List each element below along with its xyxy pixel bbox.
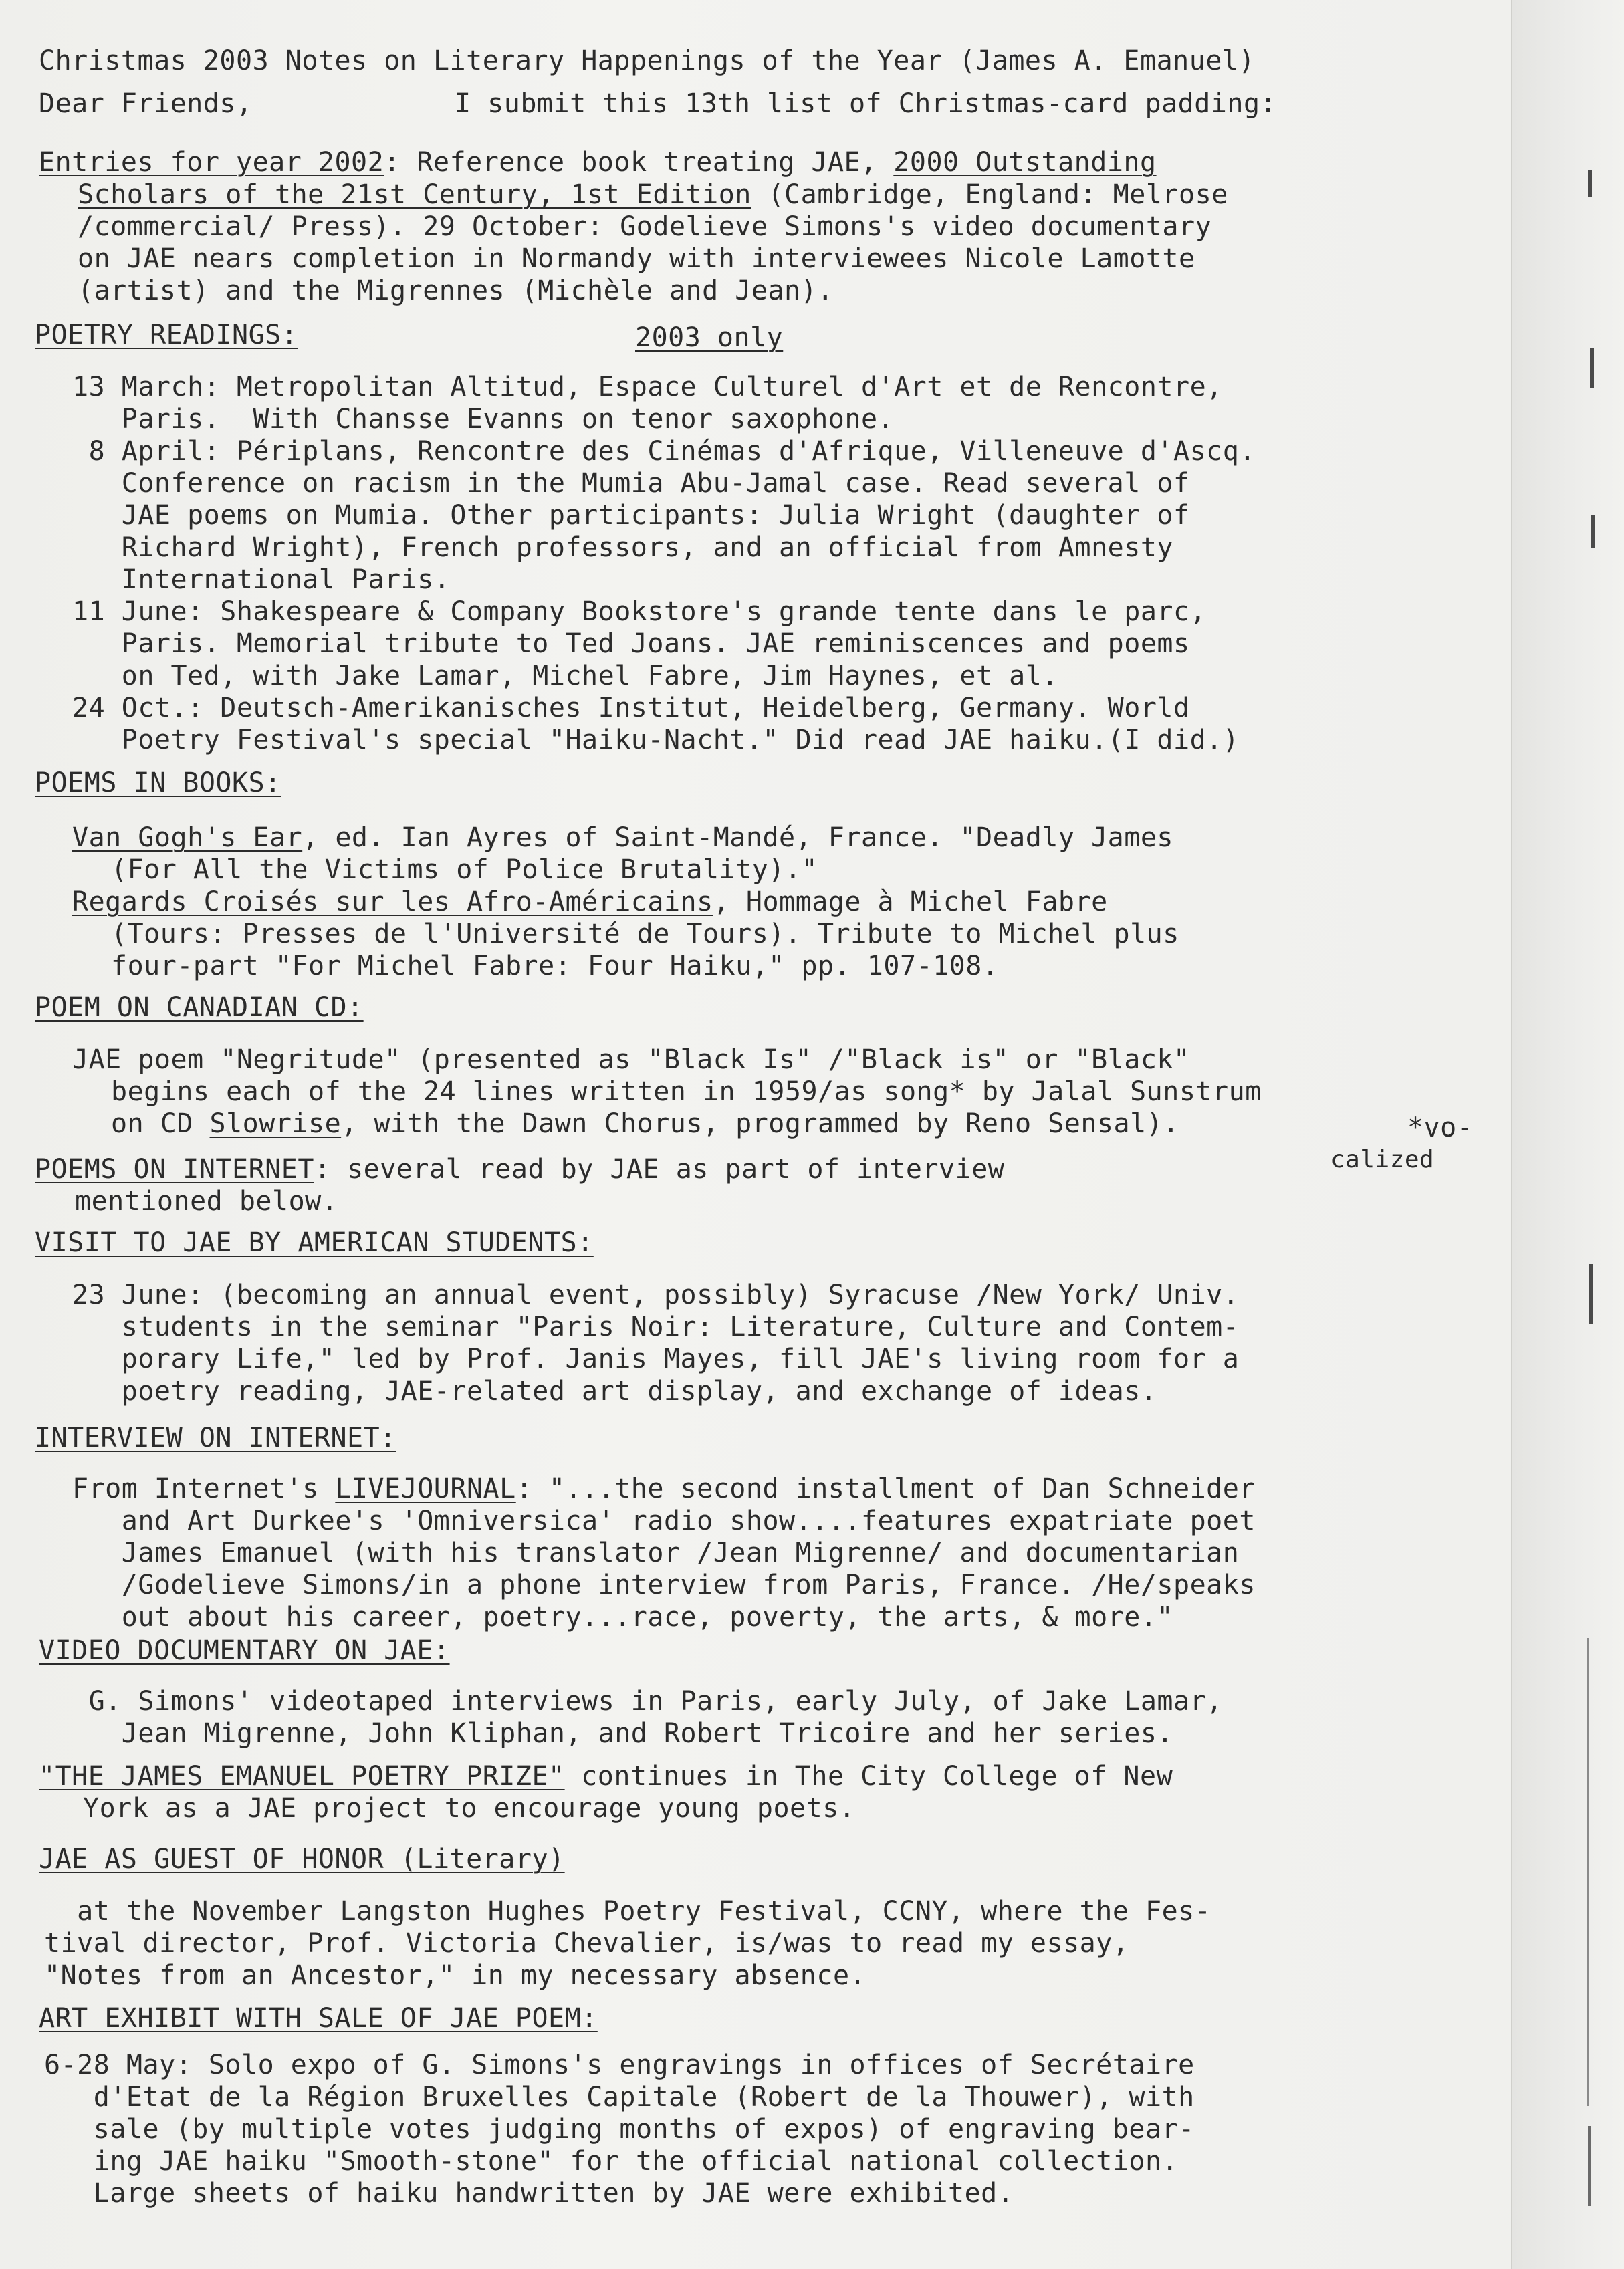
entries-2002-label: Entries for year 2002 <box>39 147 384 178</box>
book-title-part-1: 2000 Outstanding <box>893 147 1157 178</box>
list-item: sale (by multiple votes judging months of expos) of engraving bear- <box>44 2114 1195 2145</box>
margin-mark <box>1590 348 1594 388</box>
book-entry-2-line-2: (Tours: Presses de l'Université de Tours). Tribute to Michel plus <box>111 919 1179 949</box>
prize-line-2: York as a JAE project to encourage young poets. <box>83 1793 856 1824</box>
entries-2002-line-2: Scholars of the 21st Century, 1st Edition (Cambridge, England: Melrose <box>78 179 1228 210</box>
list-item: 13 March: Metropolitan Altitud, Espace Culturel d'Art et de Rencontre, <box>72 372 1223 402</box>
canadian-cd-line-3: on CD Slowrise, with the Dawn Chorus, programmed by Reno Sensal). <box>111 1108 1179 1139</box>
visit-heading: VISIT TO JAE BY AMERICAN STUDENTS: <box>35 1227 594 1258</box>
book-entry-1: Van Gogh's Ear, ed. Ian Ayres of Saint-Mandé, France. "Deadly James <box>72 822 1174 853</box>
poetry-readings-subheading: 2003 only <box>635 322 784 353</box>
entries-2002-line-5: (artist) and the Migrennes (Michèle and Jean). <box>78 275 834 306</box>
list-item: International Paris. <box>72 564 451 595</box>
book-entry-2-line-3: four-part "For Michel Fabre: Four Haiku," pp. 107-108. <box>111 951 999 981</box>
page-fold-margin <box>1511 0 1624 2269</box>
book-title: Van Gogh's Ear <box>72 822 303 853</box>
poems-internet-heading: POEMS ON INTERNET <box>35 1154 314 1185</box>
list-item: JAE poems on Mumia. Other participants: Julia Wright (daughter of <box>72 500 1190 531</box>
guest-line-3: "Notes from an Ancestor," in my necessary absence. <box>44 1960 866 1991</box>
poems-internet-line-1: POEMS ON INTERNET: several read by JAE as part of interview <box>35 1154 1005 1185</box>
poems-in-books-heading: POEMS IN BOOKS: <box>35 767 281 798</box>
entries-2002-line-3: /commercial/ Press). 29 October: Godelieve Simons's video documentary <box>78 211 1212 242</box>
quote-line: /Godelieve Simons/in a phone interview from Paris, France. /He/speaks <box>72 1570 1256 1600</box>
footnote-vocalized-2: calized <box>1330 1146 1435 1173</box>
book-entry-2: Regards Croisés sur les Afro-Américains, Hommage à Michel Fabre <box>72 886 1108 917</box>
list-item: Large sheets of haiku handwritten by JAE were exhibited. <box>44 2178 1014 2209</box>
guest-line-2: tival director, Prof. Victoria Chevalier, is/was to read my essay, <box>44 1928 1129 1959</box>
list-item: on Ted, with Jake Lamar, Michel Fabre, Jim Haynes, et al. <box>72 661 1058 691</box>
prize-heading: "THE JAMES EMANUEL POETRY PRIZE" <box>39 1761 565 1792</box>
footnote-vocalized-1: *vo- <box>1407 1112 1474 1143</box>
list-item: Poetry Festival's special "Haiku-Nacht." Did read JAE haiku.(I did.) <box>72 725 1240 755</box>
canadian-cd-heading: POEM ON CANADIAN CD: <box>35 992 364 1023</box>
canadian-cd-line-1: JAE poem "Negritude" (presented as "Black Is" /"Black is" or "Black" <box>72 1044 1190 1075</box>
list-item: poetry reading, JAE-related art display, and exchange of ideas. <box>72 1376 1157 1407</box>
poems-internet-line-2: mentioned below. <box>75 1186 338 1217</box>
quote-line: out about his career, poetry...race, poverty, the arts, & more." <box>72 1602 1173 1633</box>
quote-line: and Art Durkee's 'Omniversica' radio show....features expatriate poet <box>72 1506 1256 1536</box>
entries-2002-line-4: on JAE nears completion in Normandy with interviewees Nicole Lamotte <box>78 243 1195 274</box>
list-item: ing JAE haiku "Smooth-stone" for the official national collection. <box>44 2146 1179 2177</box>
intro-line: I submit this 13th list of Christmas-card padding: <box>455 88 1277 119</box>
art-heading: ART EXHIBIT WITH SALE OF JAE POEM: <box>39 2003 598 2034</box>
poetry-readings-heading: POETRY READINGS: <box>35 320 298 350</box>
document-title: Christmas 2003 Notes on Literary Happenings of the Year (James A. Emanuel) <box>39 45 1256 76</box>
list-item: 24 Oct.: Deutsch-Amerikanisches Institut, Heidelberg, Germany. World <box>72 693 1190 723</box>
list-item: 11 June: Shakespeare & Company Bookstore's grande tente dans le parc, <box>72 596 1207 627</box>
list-item: 23 June: (becoming an annual event, possibly) Syracuse /New York/ Univ. <box>72 1280 1240 1310</box>
list-item: Conference on racism in the Mumia Abu-Jamal case. Read several of <box>72 468 1190 499</box>
list-item: Paris. With Chansse Evanns on tenor saxophone. <box>72 404 895 435</box>
canadian-cd-line-2: begins each of the 24 lines written in 1959/as song* by Jalal Sunstrum <box>111 1076 1262 1107</box>
interview-line-1: From Internet's LIVEJOURNAL: "...the second installment of Dan Schneider <box>72 1473 1256 1504</box>
list-item: 6-28 May: Solo expo of G. Simons's engravings in offices of Secrétaire <box>44 2050 1195 2080</box>
list-item: porary Life," led by Prof. Janis Mayes, fill JAE's living room for a <box>72 1344 1240 1375</box>
book-title-part-2: Scholars of the 21st Century, 1st Edition <box>78 179 751 210</box>
video-heading: VIDEO DOCUMENTARY ON JAE: <box>39 1635 450 1666</box>
book-title: Regards Croisés sur les Afro-Américains <box>72 886 713 917</box>
video-line-2: Jean Migrenne, John Kliphan, and Robert Tricoire and her series. <box>72 1718 1173 1749</box>
margin-mark <box>1588 2126 1591 2206</box>
list-item: Richard Wright), French professors, and an official from Amnesty <box>72 532 1173 563</box>
book-entry-1-line-2: (For All the Victims of Police Brutality)." <box>111 854 818 885</box>
prize-line-1: "THE JAMES EMANUEL POETRY PRIZE" continues in The City College of New <box>39 1761 1173 1792</box>
entries-2002-line-1: Entries for year 2002: Reference book treating JAE, 2000 Outstanding <box>39 147 1157 178</box>
margin-mark <box>1591 515 1595 548</box>
quote-line: James Emanuel (with his translator /Jean Migrenne/ and documentarian <box>72 1538 1240 1568</box>
guest-line-1: at the November Langston Hughes Poetry Festival, CCNY, where the Fes- <box>44 1896 1211 1927</box>
livejournal-label: LIVEJOURNAL <box>335 1473 516 1504</box>
margin-mark <box>1587 1638 1589 2106</box>
cd-title: Slowrise <box>209 1108 342 1139</box>
list-item: Paris. Memorial tribute to Ted Joans. JAE reminiscences and poems <box>72 628 1190 659</box>
list-item: d'Etat de la Région Bruxelles Capitale (Robert de la Thouwer), with <box>44 2082 1195 2113</box>
list-item: 8 April: Périplans, Rencontre des Cinémas d'Afrique, Villeneuve d'Ascq. <box>72 436 1256 467</box>
margin-mark <box>1588 170 1592 197</box>
list-item: students in the seminar "Paris Noir: Literature, Culture and Contem- <box>72 1312 1240 1342</box>
interview-heading: INTERVIEW ON INTERNET: <box>35 1423 396 1453</box>
guest-heading: JAE AS GUEST OF HONOR (Literary) <box>39 1844 565 1875</box>
video-line-1: G. Simons' videotaped interviews in Paris, early July, of Jake Lamar, <box>72 1686 1223 1717</box>
margin-mark <box>1589 1264 1593 1324</box>
salutation: Dear Friends, <box>39 88 253 119</box>
